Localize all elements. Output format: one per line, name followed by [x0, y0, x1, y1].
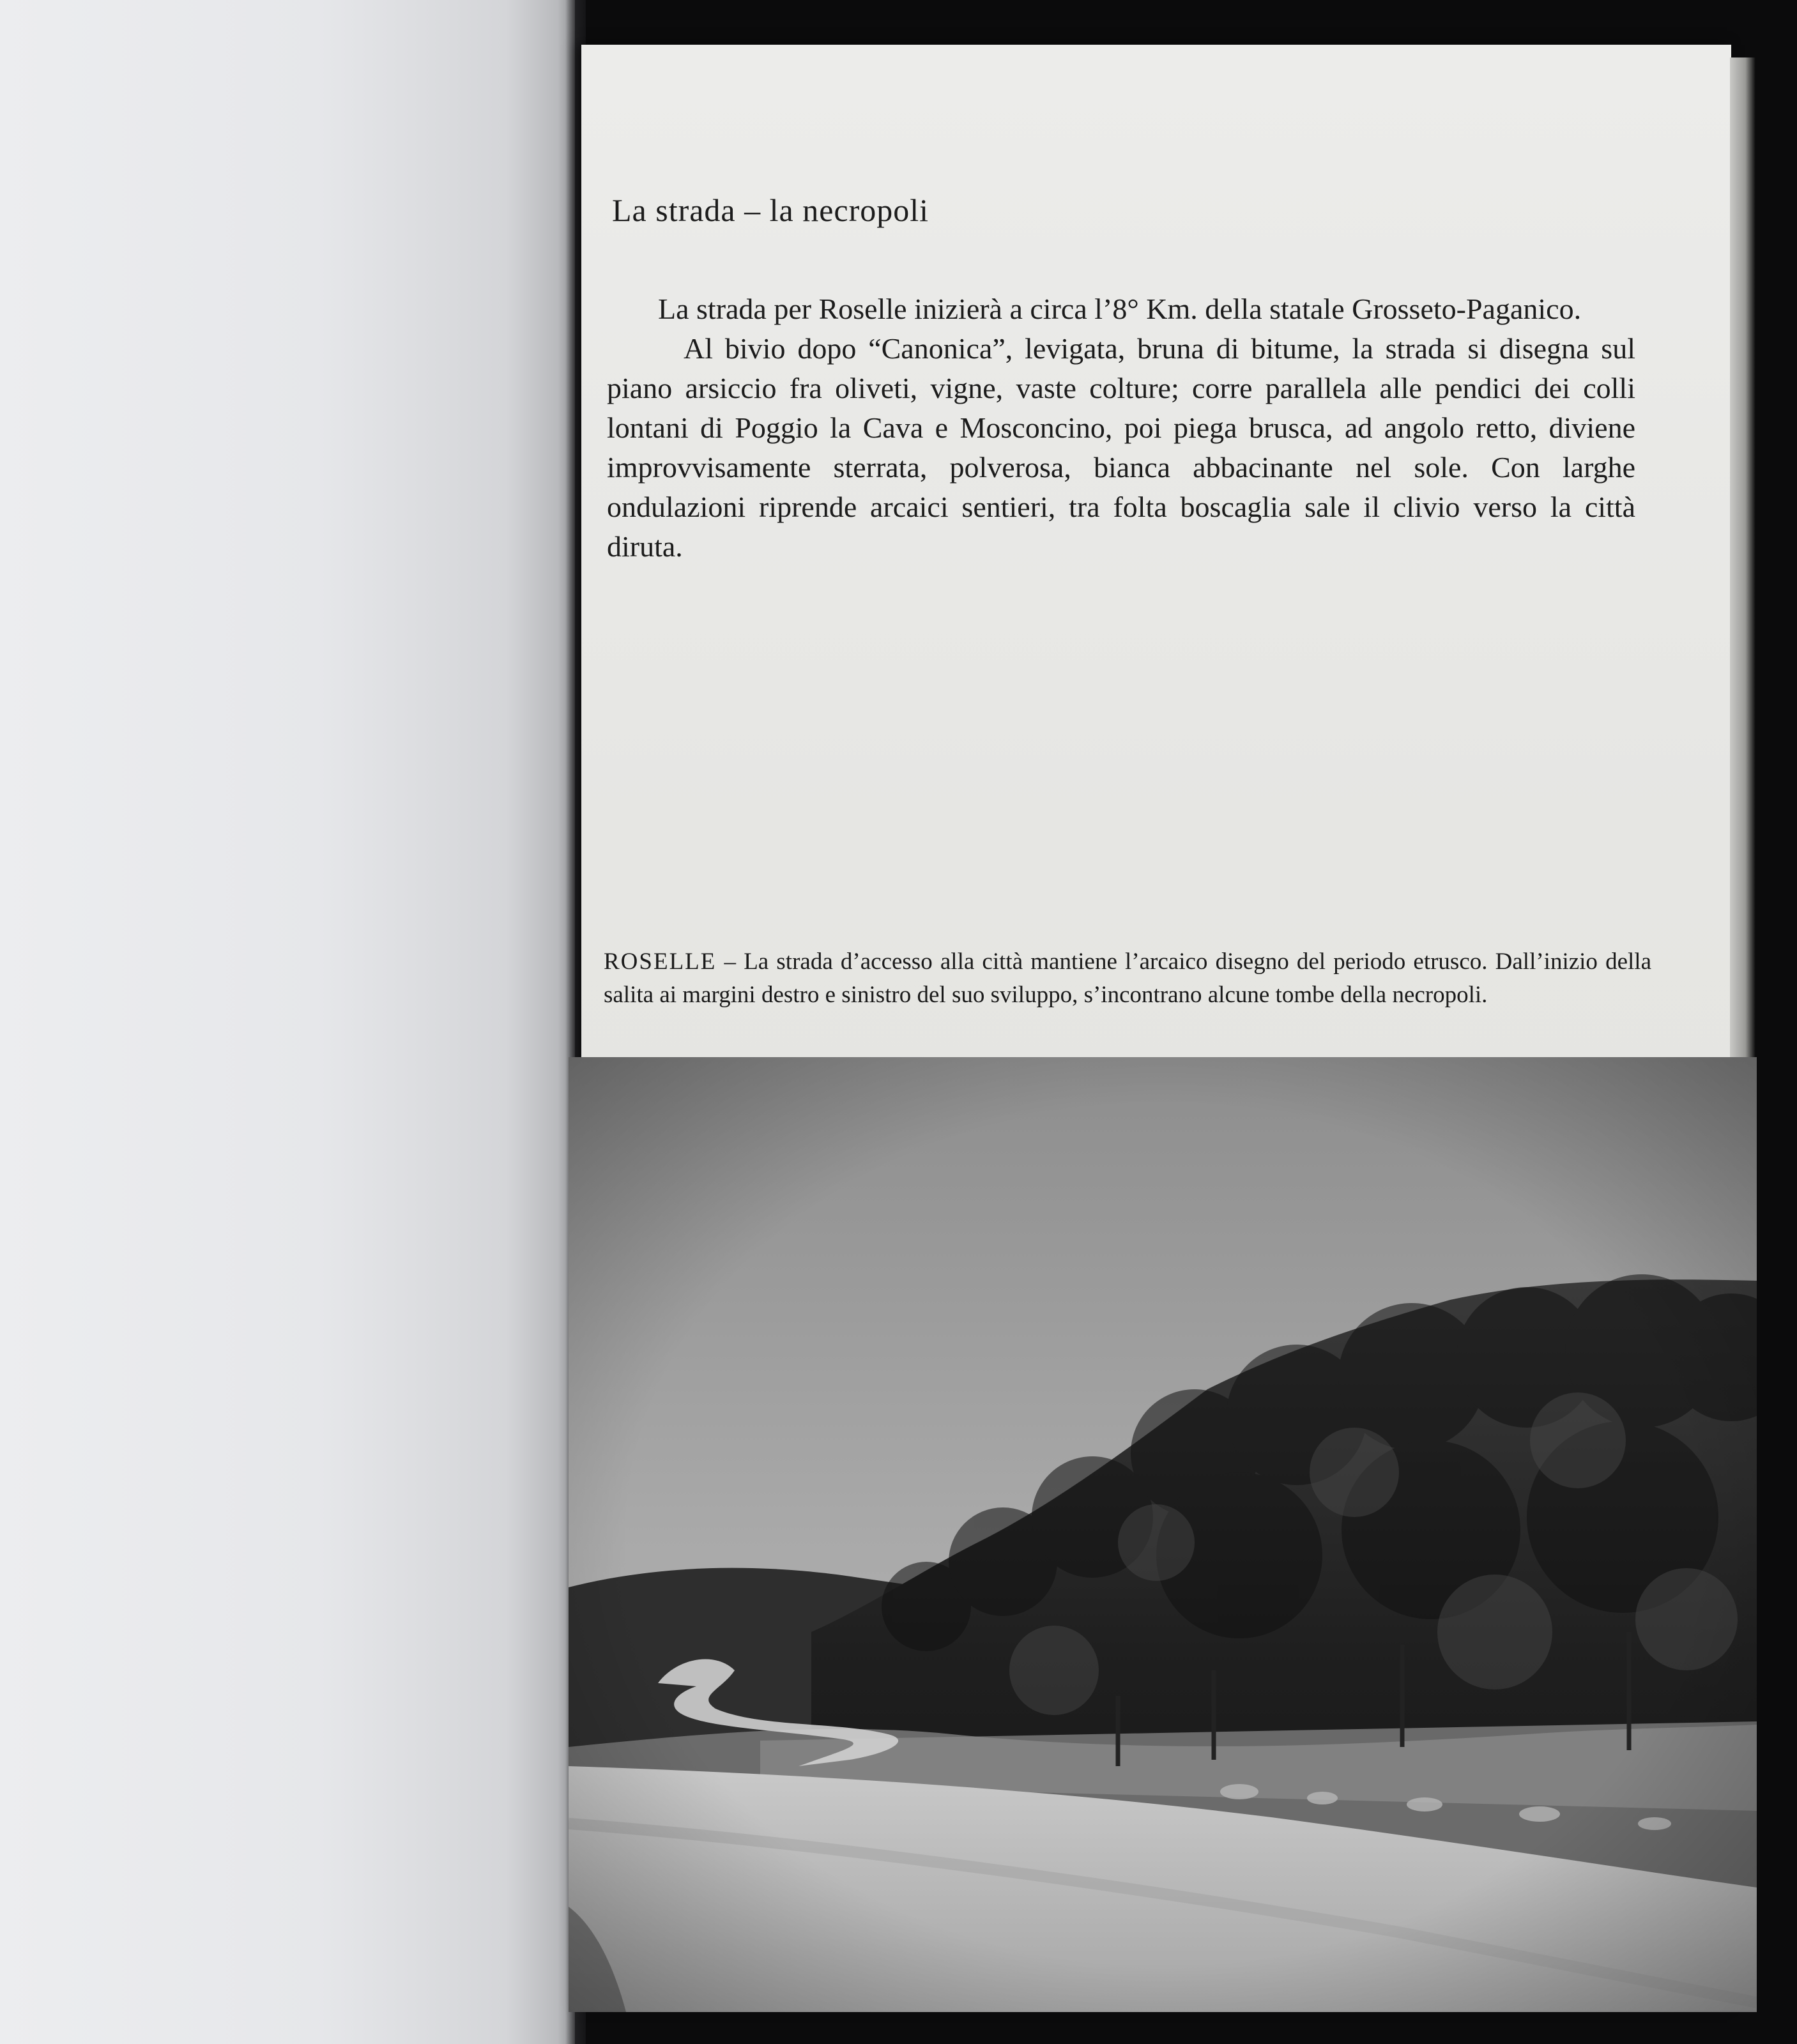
- caption-text: – La strada d’accesso alla città mantiene l’arcaico disegno del periodo etrusco. Dall’inizio della salita ai margini destro e sinistro del suo sviluppo, s’incontrano alcune tombe della necropoli.: [604, 949, 1651, 1008]
- landscape-photograph: [569, 1057, 1757, 2012]
- text-block: [600, 160, 1648, 567]
- caption-place: ROSELLE: [604, 949, 717, 975]
- blank-left-page: [0, 0, 575, 2044]
- paragraph-1: La strada per Roselle inizierà a circa l’8° Km. della statale Grosseto-Paganico.: [658, 293, 1582, 325]
- photo-caption: [604, 945, 1651, 1012]
- paragraph-2: Al bivio dopo “Canonica”, levigata, bruna di bitume, la strada si disegna sul piano arsiccio fra oliveti, vigne, vaste colture; corre parallela alle pendici dei colli lontani di Poggio la Cava e Mosconcino, poi piega brusca, ad angolo retto, diviene improvvisamente sterrata, polverosa, bianca abbacinante nel sole. Con larghe ondulazioni riprende arcaici sentieri, tra folta boscaglia sale il clivio verso la città diruta.: [607, 332, 1635, 563]
- page-heading: La strada – la necropoli: [612, 192, 929, 228]
